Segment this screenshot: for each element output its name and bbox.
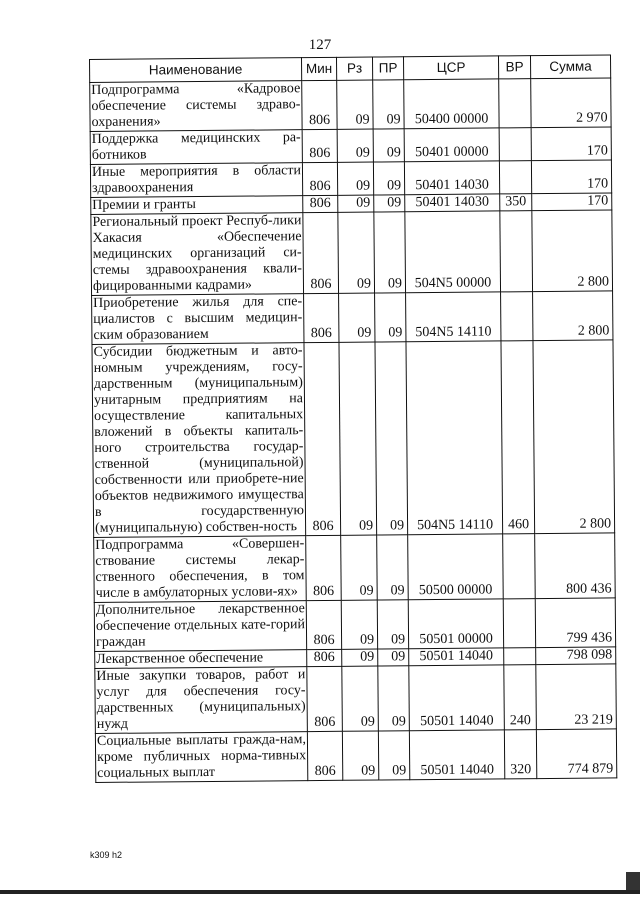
table-row [94,598,615,652]
row-pr: 09 [375,293,406,342]
row-sum: 2 800 [533,291,613,341]
table-row [95,729,616,783]
row-vr [501,292,533,341]
row-pr: 09 [377,600,408,649]
table-row [94,533,616,603]
row-rz: 09 [337,162,373,195]
row-csr: 50501 14040 [409,648,504,666]
row-sum: 800 436 [535,533,616,599]
row-min: 806 [304,293,339,342]
row-csr: 50501 14040 [409,730,504,780]
row-rz: 09 [337,80,373,129]
row-name: Иные мероприятия в области здравоохранения [91,163,302,196]
row-min: 806 [307,666,343,731]
row-pr: 09 [378,731,409,780]
row-min: 806 [303,195,338,212]
row-sum: 170 [531,160,611,194]
row-rz: 09 [341,600,377,649]
row-pr: 09 [374,195,405,212]
row-name: Социальные выплаты гражда-нам, кроме публичных норма-тивных социальных выплат [96,732,307,781]
row-rz: 09 [341,535,378,600]
table-row [90,78,611,132]
row-csr: 50400 00000 [404,79,499,129]
row-pr: 09 [373,129,404,162]
scan-edge-bar [0,890,640,894]
row-rz: 09 [342,649,378,666]
row-pr: 09 [378,649,409,666]
header-vr: ВР [498,56,530,79]
row-csr: 50401 14030 [404,161,499,195]
row-pr: 09 [373,162,404,195]
row-vr [500,211,533,292]
row-name: Приобретение жилья для спе-циалистов с высшим медицин-ским образованием [93,294,303,343]
row-rz: 09 [342,731,378,780]
header-min: Мин [301,57,336,80]
row-rz: 09 [339,293,375,342]
row-rz: 09 [342,666,379,731]
row-sum: 774 879 [536,729,616,779]
row-vr [499,79,531,128]
row-csr: 504N5 00000 [405,211,501,293]
row-name: Лекарственное обеспечение [95,650,307,669]
header-name: Наименование [90,58,302,83]
row-csr: 50401 14030 [405,194,500,212]
row-vr [499,128,531,161]
row-min: 806 [307,649,342,666]
row-name: Поддержка медицинских ра-ботников [91,130,301,163]
row-sum: 2 800 [532,210,613,292]
row-name: Дополнительное лекарственное обеспечение отдельных кате-горий граждан [95,601,306,650]
row-csr: 50500 00000 [408,534,504,600]
row-pr: 09 [375,342,408,535]
row-vr [504,648,536,665]
row-vr: 460 [501,341,535,534]
header-rz: Рз [336,57,372,80]
row-name: Подпрограмма «Совершен-ствование системы лекар-ственного обеспечения, в том числе в амбулаторных услови-ях» [95,536,305,601]
row-pr: 09 [373,80,404,129]
row-rz: 09 [338,212,375,293]
row-min: 806 [302,162,337,195]
table-row [91,210,613,296]
table-row [92,340,615,538]
row-vr: 240 [504,665,537,730]
page-number: 127 [308,37,332,53]
row-min: 806 [307,731,342,780]
row-name: Региональный проект Респуб-лики Хакасия «Обеспечение медицинских организаций си-стемы здравоохранения квали-фицированными кадрами» [92,213,302,294]
row-vr: 350 [500,194,532,211]
row-name: Субсидии бюджетным и авто-номным учреждениям, госу-дарственным (муниципальным) унитарным предприятиям на осуществление капитальных вложений в объекты капиталь-ного строительства государ-ственной (муниципальной) собственности или приобрете-ние объектов недвижимого имущества в государственную (муниципальную) собствен-ность [93,343,305,536]
row-vr [503,534,536,599]
table-row [90,160,611,198]
row-rz: 09 [339,342,377,535]
row-rz: 09 [337,129,373,162]
row-vr [499,161,531,194]
row-sum: 798 098 [536,647,616,665]
budget-table [89,54,617,783]
row-sum: 799 436 [535,598,615,648]
row-csr: 50501 14040 [409,665,505,731]
budget-table-container [89,54,616,783]
row-name: Премии и гранты [91,196,303,215]
row-rz: 09 [338,195,374,212]
header-pr: ПР [372,57,403,80]
row-csr: 504N5 14110 [406,341,503,535]
row-pr: 09 [378,666,410,731]
row-csr: 50401 00000 [404,128,499,162]
document-footer-code: k309 h2 [90,850,123,860]
row-sum: 170 [531,127,611,161]
row-sum: 2 970 [531,78,611,128]
row-min: 806 [302,129,337,162]
header-sum: Сумма [530,55,610,79]
row-vr [503,599,535,648]
table-row [90,127,611,165]
header-csr: ЦСР [403,56,498,80]
row-csr: 50501 00000 [408,599,503,649]
row-min: 806 [304,342,341,535]
row-min: 806 [306,600,341,649]
row-min: 806 [303,212,339,293]
table-row [92,291,613,345]
scan-edge-corner [626,872,640,890]
row-sum: 23 219 [536,664,617,730]
row-name: Подпрограмма «Кадровое обеспечение системы здраво-охранения» [91,81,301,130]
row-min: 806 [302,80,337,129]
row-pr: 09 [374,212,406,293]
row-sum: 170 [532,193,612,211]
row-csr: 504N5 14110 [406,292,501,342]
row-name: Иные закупки товаров, работ и услуг для обеспечения госу-дарственных (муниципальных) нужд [96,667,306,732]
row-pr: 09 [377,535,409,600]
row-sum: 2 800 [533,340,615,534]
table-row [95,664,617,734]
row-min: 806 [306,535,342,600]
row-vr: 320 [504,730,536,779]
